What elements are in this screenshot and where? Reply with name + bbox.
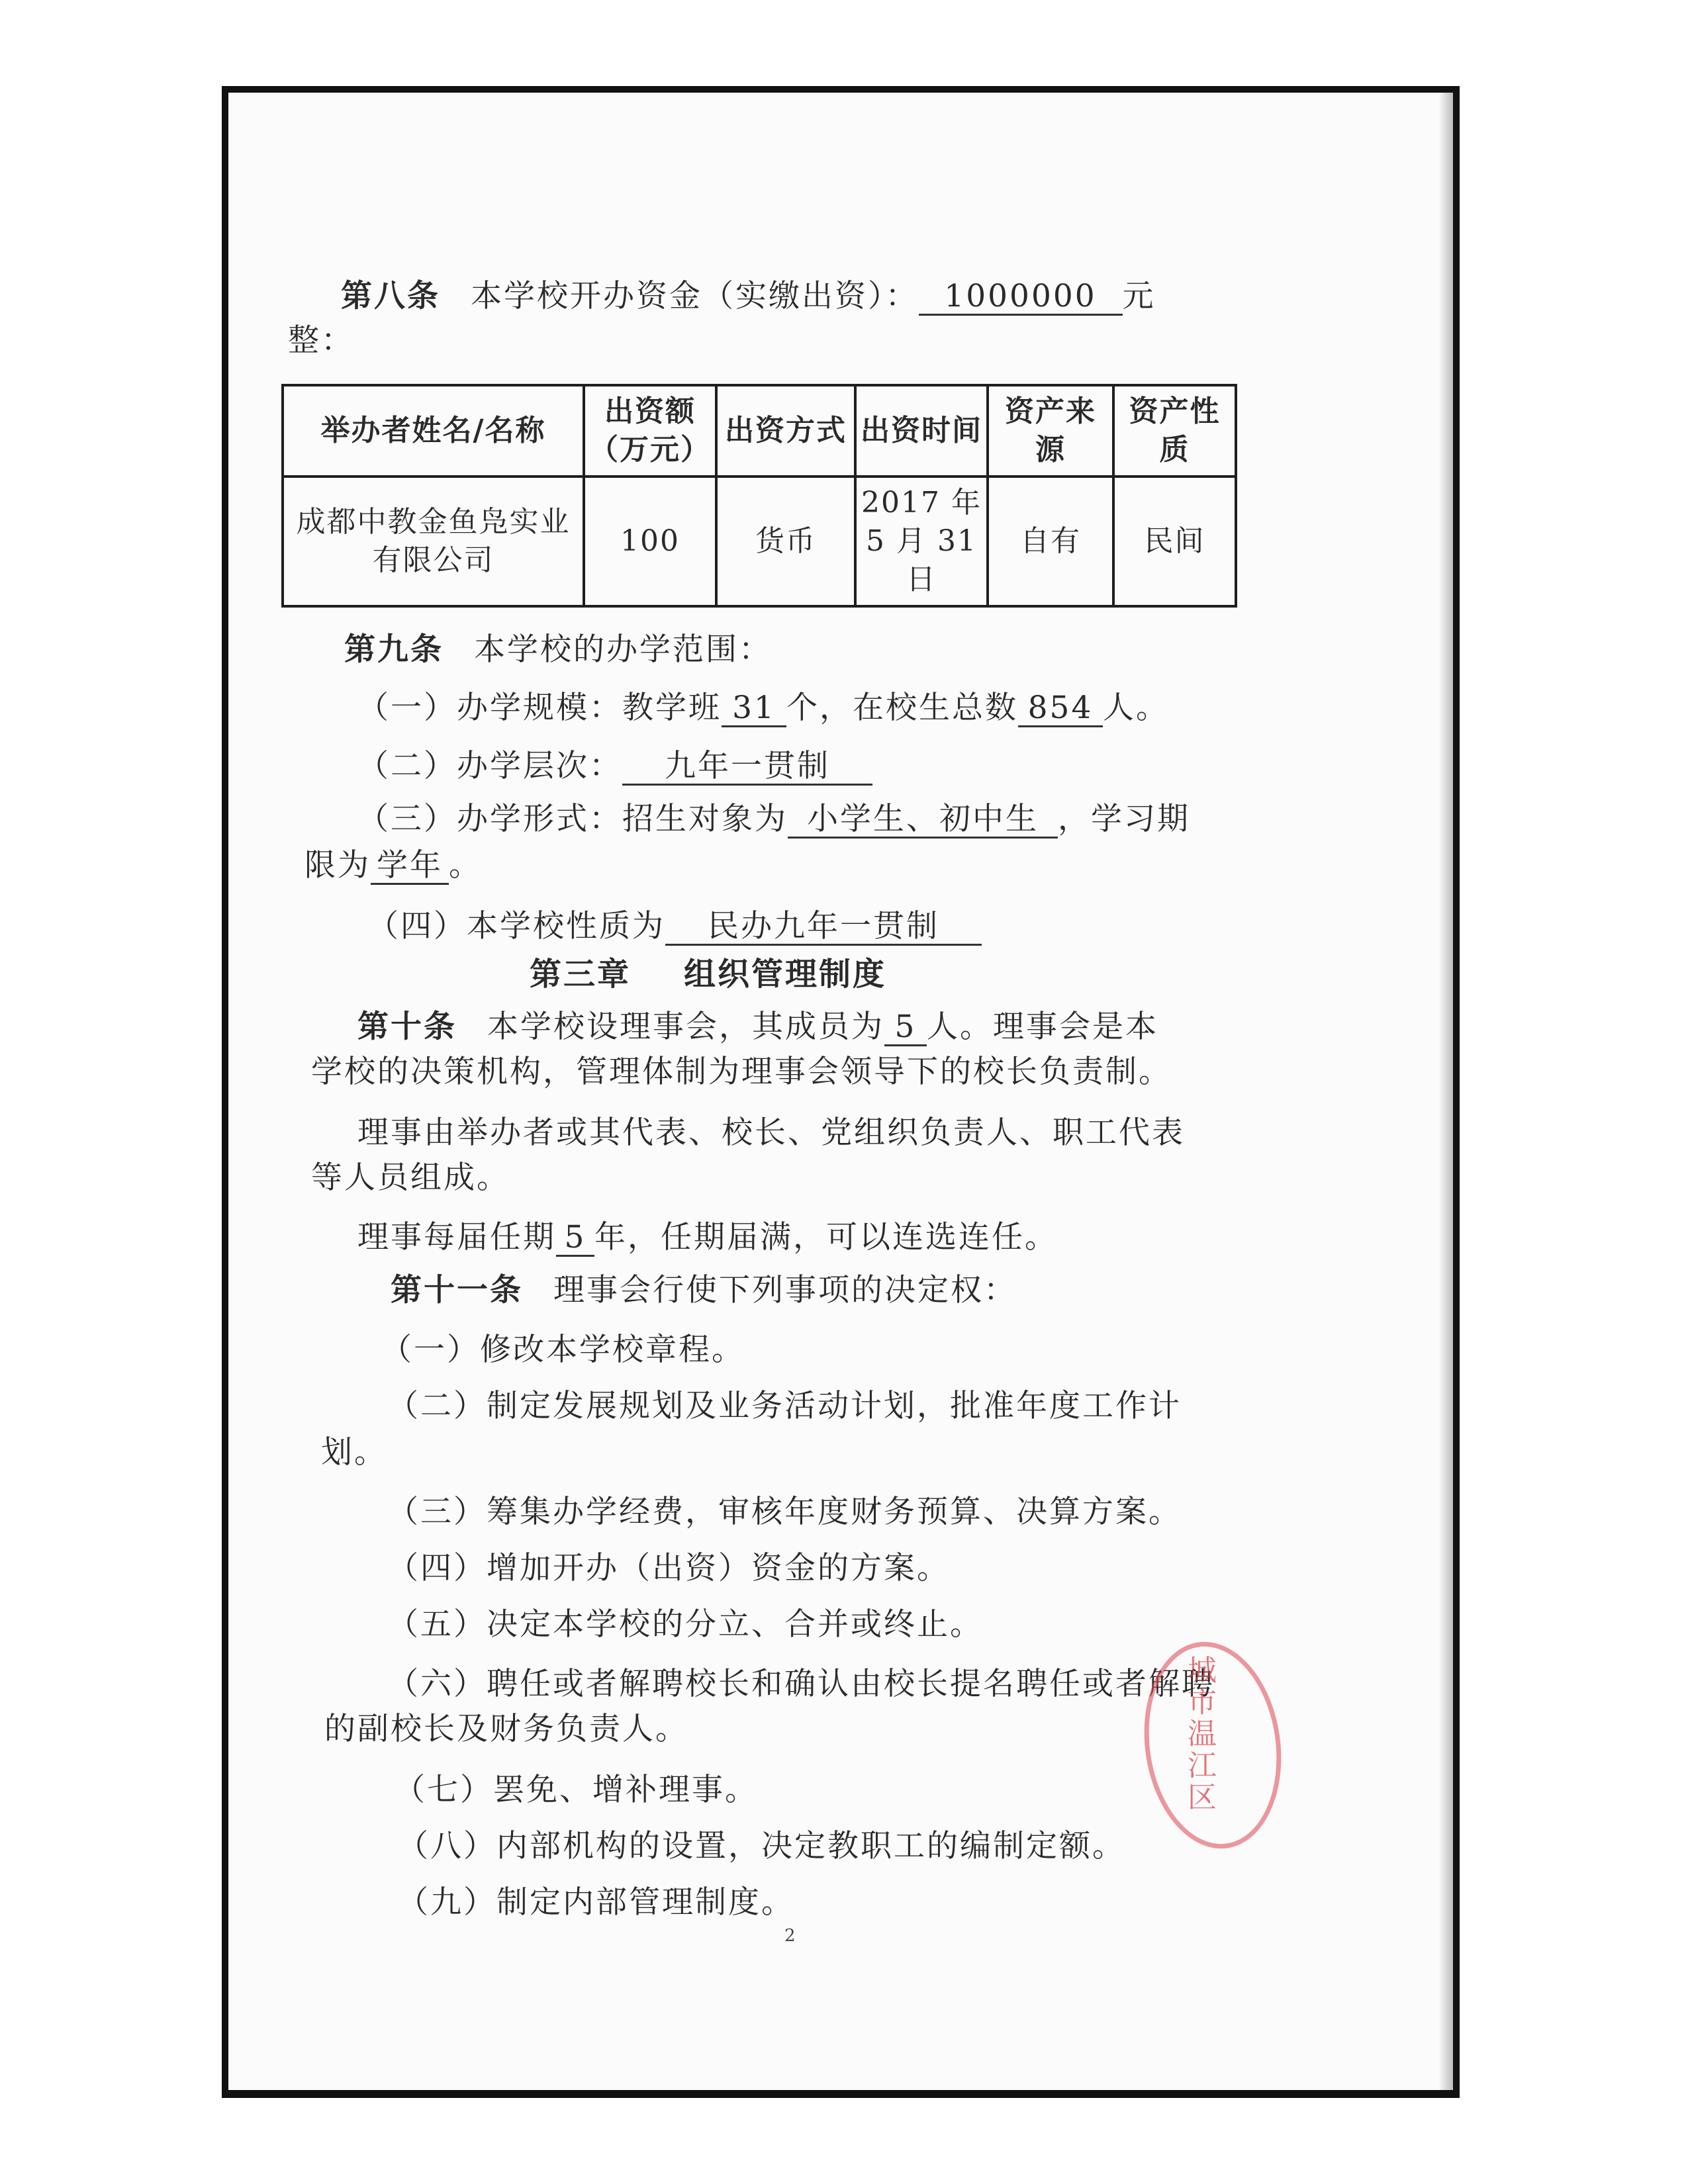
- article10-p2-line1: 理事由举办者或其代表、校长、党组织负责人、职工代表: [357, 1115, 1185, 1151]
- form-period-label: 限为: [305, 847, 371, 884]
- article9-nature: [367, 907, 982, 946]
- article10-text: 本学校设理事会，其成员为: [487, 1009, 884, 1045]
- table-header-row: [283, 385, 1236, 477]
- article9-form: [357, 799, 1190, 839]
- article8-continuation: 整：: [288, 322, 354, 359]
- board-term: 5: [556, 1220, 594, 1257]
- article8-unit: 元: [1122, 278, 1156, 314]
- article10-p2-line2: 等人员组成。: [311, 1160, 510, 1196]
- article11-item: （六）聘任或者解聘校长和确认由校长提名聘任或者解聘: [387, 1666, 1215, 1702]
- study-period: 学年: [371, 848, 449, 885]
- scale-label: （一）办学规模：教学班: [357, 690, 722, 726]
- article11-item: （八）内部机构的设置，决定教职工的编制定额。: [397, 1828, 1125, 1864]
- article11-text: 理事会行使下列事项的决定权：: [553, 1272, 1017, 1308]
- article11-item: （二）制定发展规划及业务活动计划，批准年度工作计: [387, 1388, 1182, 1424]
- enrollment-targets: 小学生、初中生: [788, 802, 1058, 839]
- school-nature: 民办九年一贯制: [665, 909, 982, 946]
- term-text: 年，任期届满，可以连选连任。: [594, 1219, 1058, 1255]
- article10-line2: 学校的决策机构，管理体制为理事会领导下的校长负责制。: [311, 1054, 1172, 1090]
- table-row: [283, 477, 1236, 606]
- article11-item: （五）决定本学校的分立、合并或终止。: [387, 1606, 983, 1643]
- article10-p3: [357, 1218, 1058, 1257]
- article11-item-cont: 的副校长及财务负责人。: [324, 1711, 688, 1747]
- article8-line: [341, 277, 1156, 316]
- chapter-heading: [530, 954, 886, 994]
- classes-count: 31: [722, 691, 786, 727]
- article11-label: 第十一条: [391, 1272, 523, 1308]
- scale-mid: 个，在校生总数: [786, 690, 1018, 726]
- article11-item: （一）修改本学校章程。: [381, 1332, 745, 1368]
- article9-text: 本学校的办学范围：: [474, 631, 772, 668]
- table-cell: 货币: [716, 477, 855, 606]
- table-cell: 100: [584, 477, 716, 606]
- students-count: 854: [1018, 691, 1103, 727]
- article11-item: （九）制定内部管理制度。: [397, 1884, 794, 1921]
- article11-item: （七）罢免、增补理事。: [394, 1772, 758, 1808]
- chapter-number: 第三章: [530, 956, 632, 993]
- scale-end: 人。: [1103, 690, 1169, 726]
- form-mid: ，学习期: [1058, 801, 1190, 837]
- article10-line1: [357, 1007, 1158, 1047]
- table-cell: 2017 年 5 月 31 日: [855, 477, 988, 606]
- table-header-cell: 资产性质: [1113, 385, 1236, 477]
- article11-item: （三）筹集办学经费，审核年度财务预算、决算方案。: [387, 1494, 1182, 1530]
- table-cell: 成都中教金鱼凫实业有限公司: [283, 477, 584, 606]
- article10-label: 第十条: [357, 1009, 457, 1045]
- article11-item: （四）增加开办（出资）资金的方案。: [387, 1550, 950, 1586]
- table-header-cell: 出资额（万元）: [584, 385, 716, 477]
- page-number: 2: [784, 1926, 796, 1946]
- table-cell: 自有: [988, 477, 1113, 606]
- article9-line: [344, 630, 772, 670]
- article9-level: [357, 747, 872, 786]
- chapter-title: 组织管理制度: [684, 956, 887, 993]
- official-seal-text: 城市温江区: [1182, 1655, 1216, 1813]
- table-header-cell: 出资时间: [855, 385, 988, 477]
- article8-text: 本学校开办资金（实缴出资）：: [471, 278, 919, 314]
- nature-label: （四）本学校性质为: [367, 908, 665, 944]
- article9-label: 第九条: [344, 631, 444, 668]
- article9-scale: [357, 688, 1169, 728]
- board-members: 5: [884, 1010, 927, 1046]
- form-label: （三）办学形式：招生对象为: [357, 801, 788, 837]
- table-header-cell: 举办者姓名/名称: [283, 385, 584, 477]
- school-level: 九年一贯制: [622, 749, 872, 786]
- article11-line: [391, 1271, 1017, 1310]
- form-end: 。: [449, 847, 482, 884]
- table-header-cell: 出资方式: [716, 385, 855, 477]
- table-header-cell: 资产来源: [988, 385, 1113, 477]
- funding-table: [281, 384, 1237, 608]
- article10-text-cont: 人。理事会是本: [927, 1009, 1158, 1045]
- article11-item-cont: 划。: [321, 1434, 387, 1471]
- table-cell: 民间: [1113, 477, 1236, 606]
- level-label: （二）办学层次：: [357, 748, 622, 784]
- article9-form-cont: [305, 846, 482, 886]
- article8-label: 第八条: [341, 278, 440, 314]
- article8-amount: 1000000: [919, 279, 1123, 316]
- term-label: 理事每届任期: [357, 1219, 556, 1255]
